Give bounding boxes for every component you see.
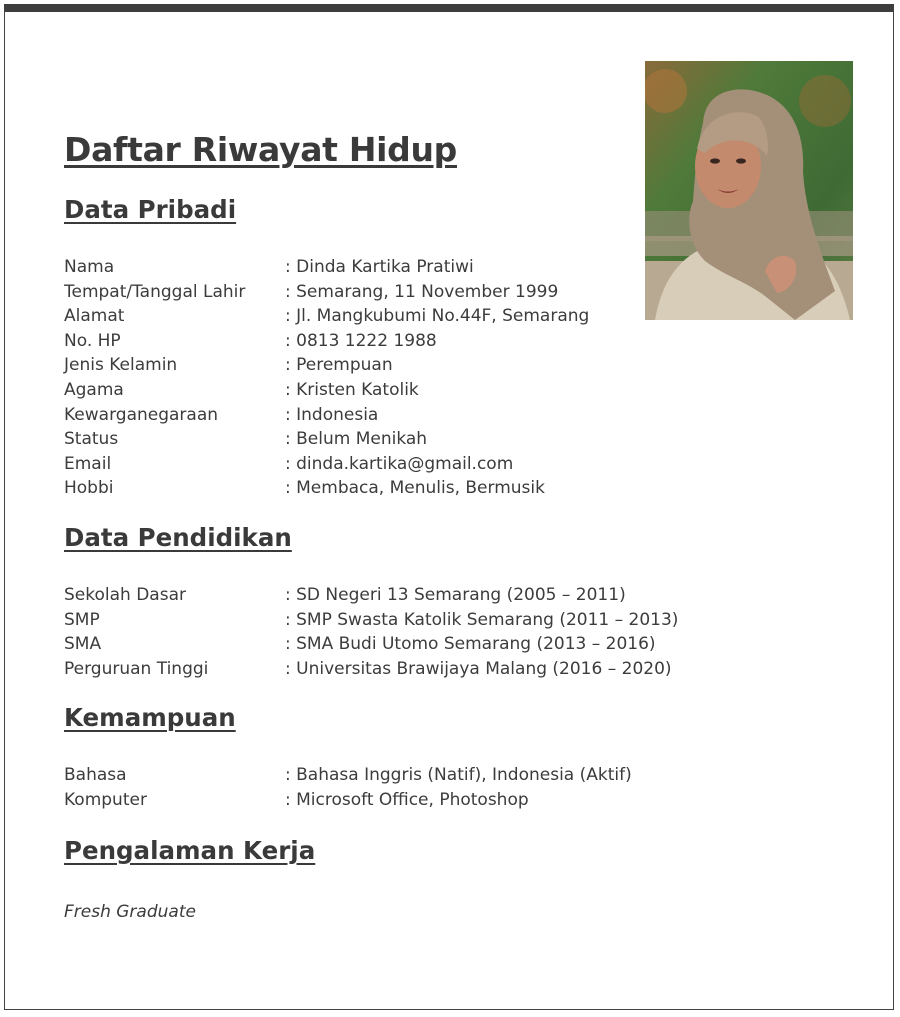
row-value: : 0813 1222 1988: [285, 330, 437, 351]
list-item: [64, 378, 589, 403]
row-value: : SMA Budi Utomo Semarang (2013 – 2016): [285, 634, 656, 655]
row-label: No. HP: [64, 330, 121, 351]
row-label: Agama: [64, 379, 124, 400]
section-heading-data-pribadi: Data Pribadi: [64, 195, 237, 224]
row-label: Hobbi: [64, 478, 114, 499]
row-value: : Perempuan: [285, 355, 393, 376]
list-item: [64, 403, 589, 428]
row-value: : SMP Swasta Katolik Semarang (2011 – 2013): [285, 609, 679, 630]
row-label: Status: [64, 429, 119, 450]
list-item: [64, 452, 589, 477]
row-label: SMP: [64, 609, 100, 630]
list-item: [64, 329, 589, 354]
list-item: [64, 304, 589, 329]
row-label: Kewarganegaraan: [64, 404, 219, 425]
list-item: [64, 427, 589, 452]
cv-page: [4, 4, 894, 1010]
row-label: SMA: [64, 634, 102, 655]
row-value: : Belum Menikah: [285, 429, 428, 450]
row-value: : Jl. Mangkubumi No.44F, Semarang: [285, 306, 590, 327]
row-value: : Dinda Kartika Pratiwi: [285, 257, 474, 277]
section-heading-data-pendidikan: Data Pendidikan: [64, 523, 292, 552]
list-item: [64, 657, 678, 682]
row-value: : Universitas Brawijaya Malang (2016 – 2020): [285, 658, 672, 679]
row-value: : Microsoft Office, Photoshop: [285, 789, 529, 810]
profile-photo: [645, 61, 853, 320]
skills-list: [64, 763, 632, 812]
row-value: : Bahasa Inggris (Natif), Indonesia (Aktif): [285, 765, 632, 785]
row-label: Tempat/Tanggal Lahir: [64, 281, 246, 302]
row-label: Komputer: [64, 789, 147, 810]
list-item: [64, 608, 678, 633]
list-item: [64, 353, 589, 378]
row-label: Sekolah Dasar: [64, 585, 186, 605]
row-value: : Membaca, Menulis, Bermusik: [285, 478, 545, 499]
row-value: : Semarang, 11 November 1999: [285, 281, 559, 302]
list-item: [64, 255, 589, 280]
row-value: : SD Negeri 13 Semarang (2005 – 2011): [285, 585, 626, 605]
profile-photo-illustration: [645, 61, 853, 320]
list-item: [64, 788, 632, 813]
work-experience-note: Fresh Graduate: [64, 902, 196, 922]
list-item: [64, 632, 678, 657]
row-label: Bahasa: [64, 765, 127, 785]
row-label: Alamat: [64, 306, 125, 327]
section-heading-pengalaman-kerja: Pengalaman Kerja: [64, 836, 316, 865]
list-item: [64, 476, 589, 501]
row-value: : Kristen Katolik: [285, 379, 419, 400]
education-list: [64, 583, 678, 681]
list-item: [64, 583, 678, 608]
row-value: : dinda.kartika@gmail.com: [285, 453, 514, 474]
list-item: [64, 280, 589, 305]
list-item: [64, 763, 632, 788]
personal-data-list: [64, 255, 589, 501]
row-label: Email: [64, 453, 112, 474]
row-label: Perguruan Tinggi: [64, 658, 209, 679]
row-value: : Indonesia: [285, 404, 379, 425]
row-label: Nama: [64, 257, 115, 277]
row-label: Jenis Kelamin: [64, 355, 178, 376]
document-title: Daftar Riwayat Hidup: [64, 130, 457, 169]
section-heading-kemampuan: Kemampuan: [64, 703, 236, 732]
